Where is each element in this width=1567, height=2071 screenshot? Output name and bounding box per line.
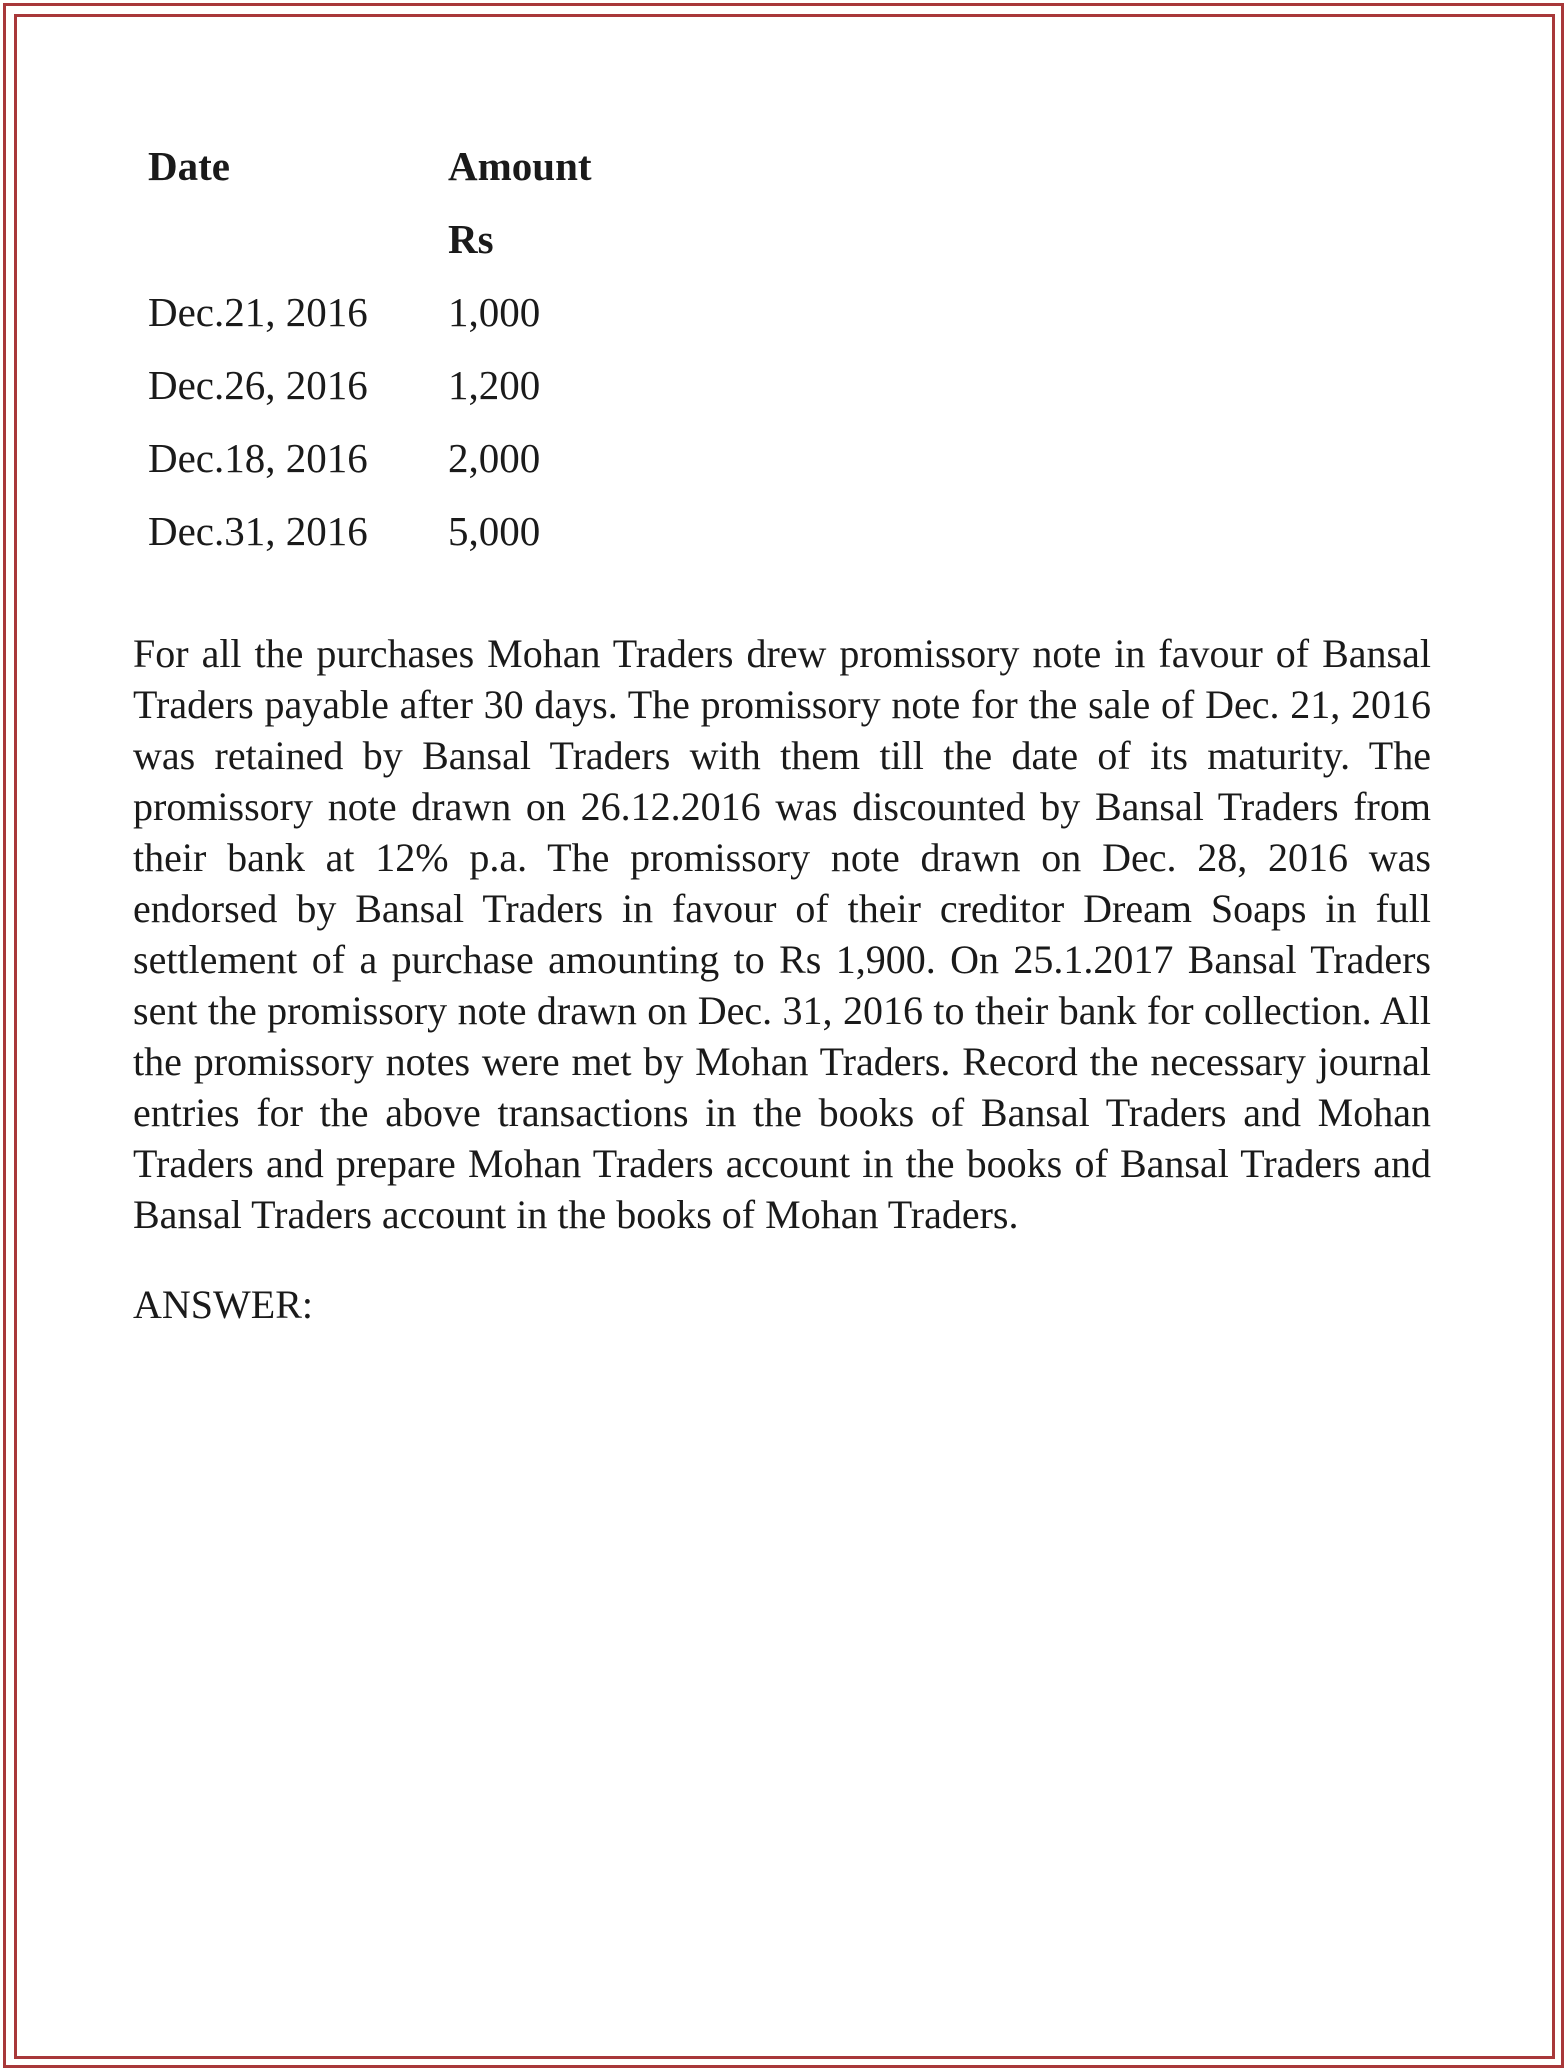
row-date: Dec.18, 2016 <box>148 435 368 481</box>
row-date: Dec.31, 2016 <box>148 508 368 554</box>
purchases-table <box>148 130 648 568</box>
row-date: Dec.26, 2016 <box>148 362 368 408</box>
table-row <box>148 495 648 568</box>
amount-unit-header: Rs <box>448 216 494 262</box>
table-header-row <box>148 130 648 203</box>
row-amount: 5,000 <box>448 508 541 554</box>
answer-label: ANSWER: <box>133 1282 313 1327</box>
amount-column-header: Amount <box>448 143 592 189</box>
table-row <box>148 276 648 349</box>
table-row <box>148 349 648 422</box>
question-paragraph: For all the purchases Mohan Traders drew promissory note in favour of Bansal Traders payable after 30 days. The promissory note for the sale of Dec. 21, 2016 was retained by Bansal Traders with them till the date of its maturity. The promissory note drawn on 26.12.2016 was discounted by Bansal Traders from their bank at 12% p.a. The promissory note drawn on Dec. 28, 2016 was endorsed by Bansal Traders in favour of their creditor Dream Soaps in full settlement of a purchase amounting to Rs 1,900. On 25.1.2017 Bansal Traders sent the promissory note drawn on Dec. 31, 2016 to their bank for collection. All the promissory notes were met by Mohan Traders. Record the necessary journal entries for the above transactions in the books of Bansal Traders and Mohan Traders and prepare Mohan Traders account in the books of Bansal Traders and Bansal Traders account in the books of Mohan Traders. <box>133 631 1431 1237</box>
document-content <box>133 130 1433 1330</box>
row-amount: 2,000 <box>448 435 541 481</box>
row-date: Dec.21, 2016 <box>148 289 368 335</box>
table-unit-row <box>148 203 648 276</box>
row-amount: 1,000 <box>448 289 541 335</box>
row-amount: 1,200 <box>448 362 541 408</box>
table-row <box>148 422 648 495</box>
date-column-header: Date <box>148 143 230 189</box>
